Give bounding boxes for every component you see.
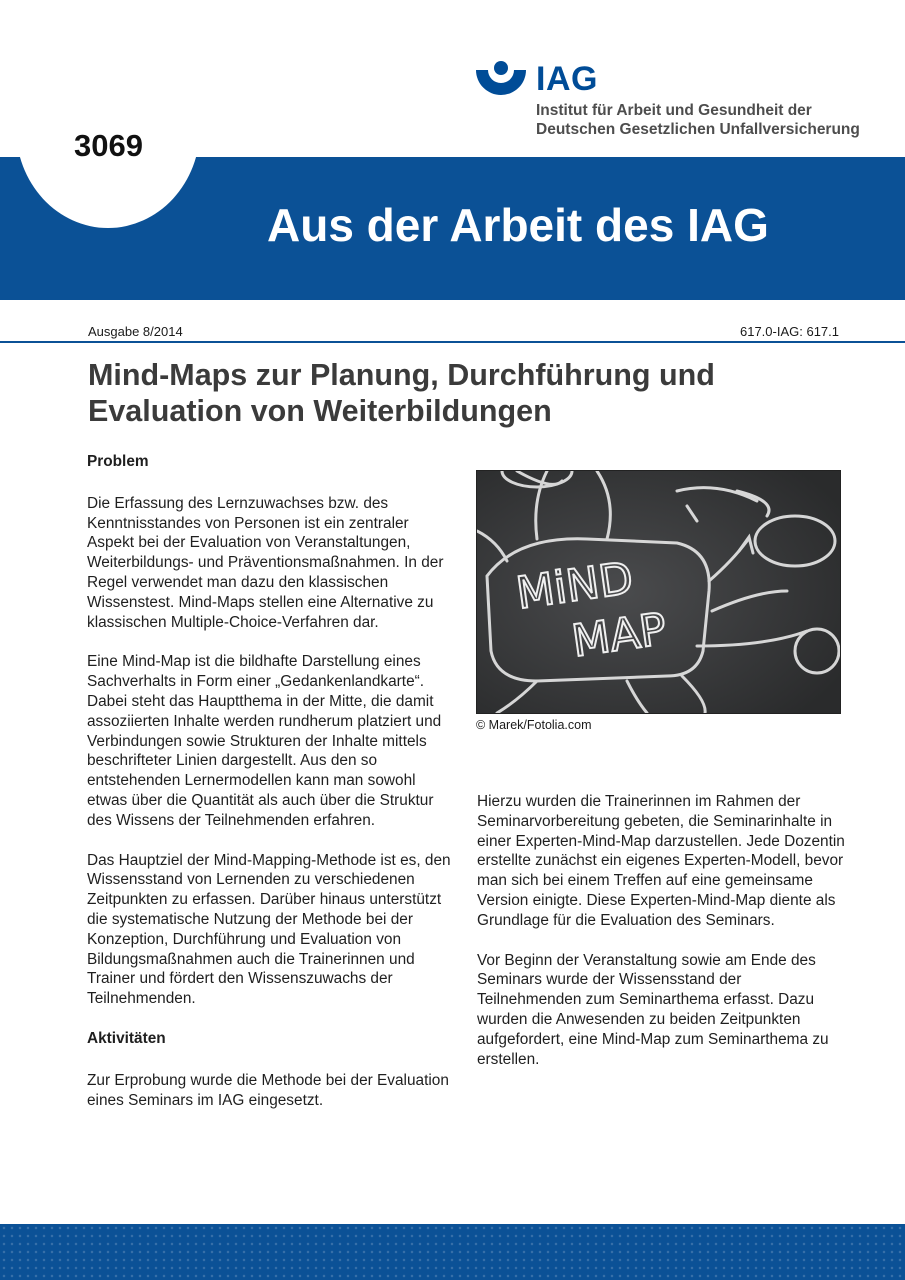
paragraph: Die Erfassung des Lernzuwachses bzw. des Kenntnisstandes von Personen ist ein zentraler Aspekt bei der Evaluation von Veranstaltungen, Weiterbildungs- und Präventionsmaßnahmen. In der Regel verwendet man dazu den klassischen Wissenstest. Mind-Maps stellen eine Alternative zu klassischen Multiple-Choice-Verfahren dar. — [87, 494, 444, 631]
chalk-text-mind: MiND — [513, 552, 637, 620]
chalkboard-image — [477, 471, 840, 713]
left-column — [87, 452, 455, 1130]
institute-line-1: Institut für Arbeit und Gesundheit der — [536, 102, 812, 119]
document-code: 617.0-IAG: 617.1 — [739, 324, 839, 339]
edition-label: Ausgabe 8/2014 — [88, 324, 183, 339]
paragraph: Vor Beginn der Veranstaltung sowie am Ende des Seminars wurde der Wissensstand der Teilnehmenden zum Seminarthema erfasst. Dazu wurden die Anwesenden zu beiden Zeitpunkten aufgefordert, eine Mind-Map zum Seminarthema zu erstellen. — [477, 951, 829, 1068]
logo-wordmark: IAG — [536, 60, 598, 98]
section-heading-problem: Problem — [87, 453, 149, 470]
chalk-text-map: MAP — [568, 603, 670, 668]
paragraph: Eine Mind-Map ist die bildhafte Darstellung eines Sachverhalts in Form einer „Gedankenlandkarte“. Dabei steht das Hauptthema in der Mitte, die damit assoziierten Inhalte werden rundherum platziert und Verbindungen sowie Strukturen der Inhalte mittels beschrifteter Linien dargestellt. Aus den so entstehenden Lernermodellen kann man sowohl etwas über die Quantität als auch über die Struktur des Wissens der Teilnehmenden erfahren. — [87, 653, 442, 829]
paragraph: Das Hauptziel der Mind-Mapping-Methode ist es, den Wissensstand von Lernenden zu verschiedenen Zeitpunkten zu erfassen. Darüber hinaus unterstützt die systematische Nutzung der Methode bei der Konzeption, Durchführung und Evaluation von Bildungsmaßnahmen auch die Trainerinnen und Trainer und fördert den Wissenszuwachs der Teilnehmenden. — [87, 851, 451, 1008]
iag-logo-icon — [474, 60, 528, 98]
divider — [0, 341, 905, 343]
paragraph: Hierzu wurden die Trainerinnen im Rahmen der Seminarvorbereitung gebeten, die Seminarinhalte in einer Experten-Mind-Map darzustellen. Jede Dozentin erstellte zunächst ein eigenes Experten-Modell, bevor man sich bei einem Treffen auf eine gemeinsame Version einigte. Diese Experten-Mind-Map diente als Grundlage für die Evaluation des Seminars. — [477, 793, 845, 929]
paragraph: Zur Erprobung wurde die Methode bei der Evaluation eines Seminars im IAG eingesetzt. — [87, 1071, 449, 1109]
footer-band — [0, 1224, 905, 1280]
page-title: Mind-Maps zur Planung, Durchführung und Evaluation von Weiterbildungen — [88, 358, 715, 428]
institute-line-2: Deutschen Gesetzlichen Unfallversicherung — [536, 120, 860, 138]
issue-number: 3069 — [74, 128, 143, 163]
right-column — [477, 792, 847, 1089]
section-heading-activities: Aktivitäten — [87, 1029, 166, 1047]
mind-map-photo — [476, 470, 841, 714]
banner-title: Aus der Arbeit des IAG — [267, 199, 769, 251]
image-caption: © Marek/Fotolia.com — [476, 718, 592, 732]
institute-name — [536, 102, 860, 139]
